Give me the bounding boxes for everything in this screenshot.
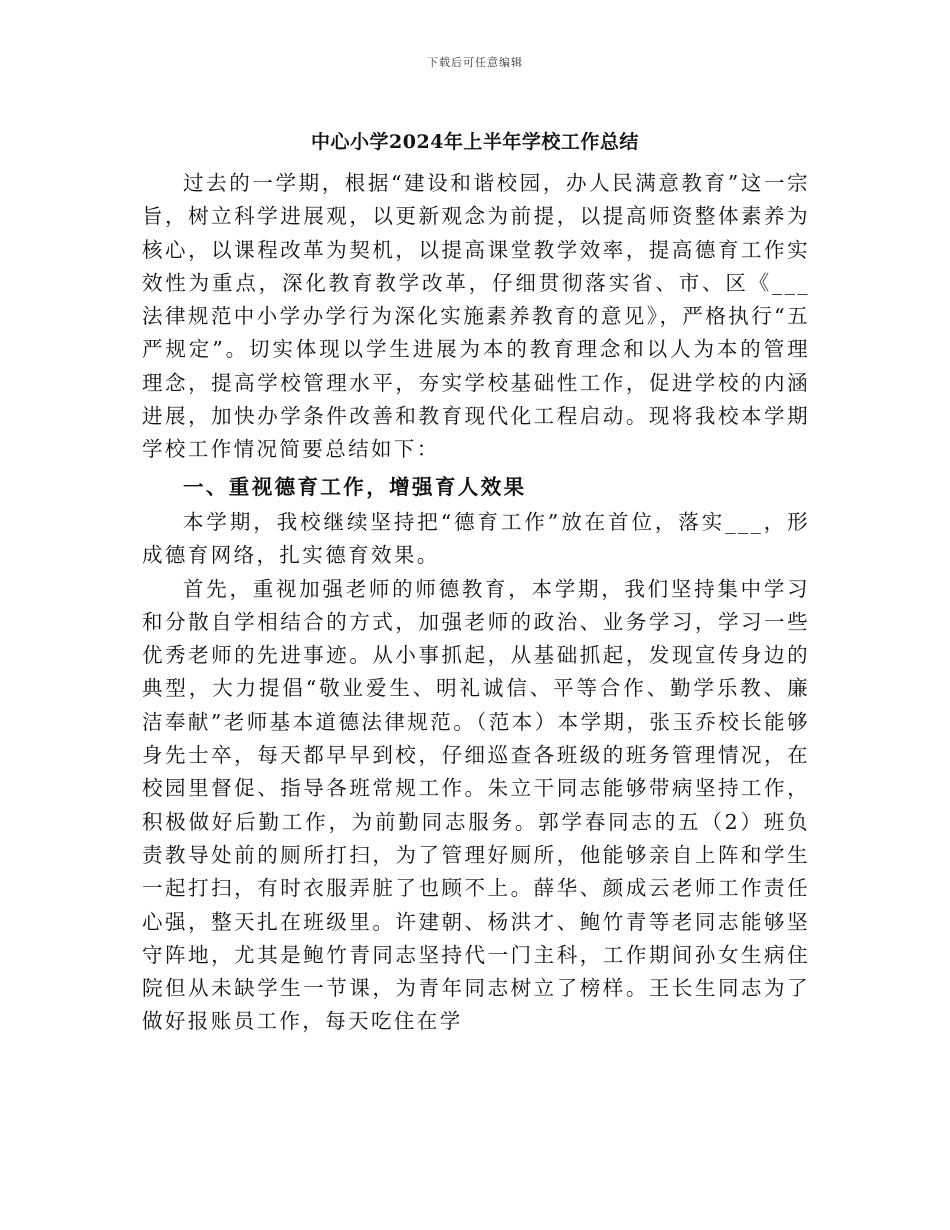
body-paragraph: 本学期，我校继续坚持把“德育工作”放在首位，落实___，形成德育网络，扎实德育效果。 bbox=[142, 509, 810, 568]
header-note: 下载后可任意编辑 bbox=[427, 56, 523, 69]
intro-paragraph: 过去的一学期，根据“建设和谐校园，办人民满意教育”这一宗旨，树立科学进展观，以更新观念为前提，以提高师资整体素养为核心，以课程改革为契机，以提高课堂教学效率，提高德育工作实效性为重点，深化教育教学改革，仔细贯彻落实省、市、区《___法律规范中小学办学行为深化实施素养教育的意见》，严格执行“五严规定”。切实体现以学生进展为本的教育理念和以人为本的管理理念，提高学校管理水平，夯实学校基础性工作，促进学校的内涵进展，加快办学条件改善和教育现代化工程启动。现将我校本学期学校工作情况简要总结如下： bbox=[142, 171, 810, 462]
section-heading: 一、重视德育工作，增强育人效果 bbox=[183, 474, 527, 499]
body-paragraph: 首先，重视加强老师的师德教育，本学期，我们坚持集中学习和分散自学相结合的方式，加强老师的政治、业务学习，学习一些优秀老师的先进事迹。从小事抓起，从基础抓起，发现宣传身边的典型，大力提倡“敬业爱生、明礼诚信、平等合作、勤学乐教、廉洁奉献”老师基本道德法律规范。（范本）本学期，张玉乔校长能够身先士卒，每天都早早到校，仔细巡查各班级的班务管理情况，在校园里督促、指导各班常规工作。朱立干同志能够带病坚持工作，积极做好后勤工作，为前勤同志服务。郭学春同志的五（2）班负责教导处前的厕所打扫，为了管理好厕所，他能够亲自上阵和学生一起打扫，有时衣服弄脏了也顾不上。薛华、颜成云老师工作责任心强，整天扎在班级里。许建朝、杨洪才、鲍竹青等老同志能够坚守阵地，尤其是鲍竹青同志坚持代一门主科，工作期间孙女生病住院但从未缺学生一节课，为青年同志树立了榜样。王长生同志为了做好报账员工作，每天吃住在学 bbox=[142, 576, 810, 1034]
document-body bbox=[142, 167, 810, 1039]
document-title: 中心小学2024年上半年学校工作总结 bbox=[311, 131, 639, 153]
